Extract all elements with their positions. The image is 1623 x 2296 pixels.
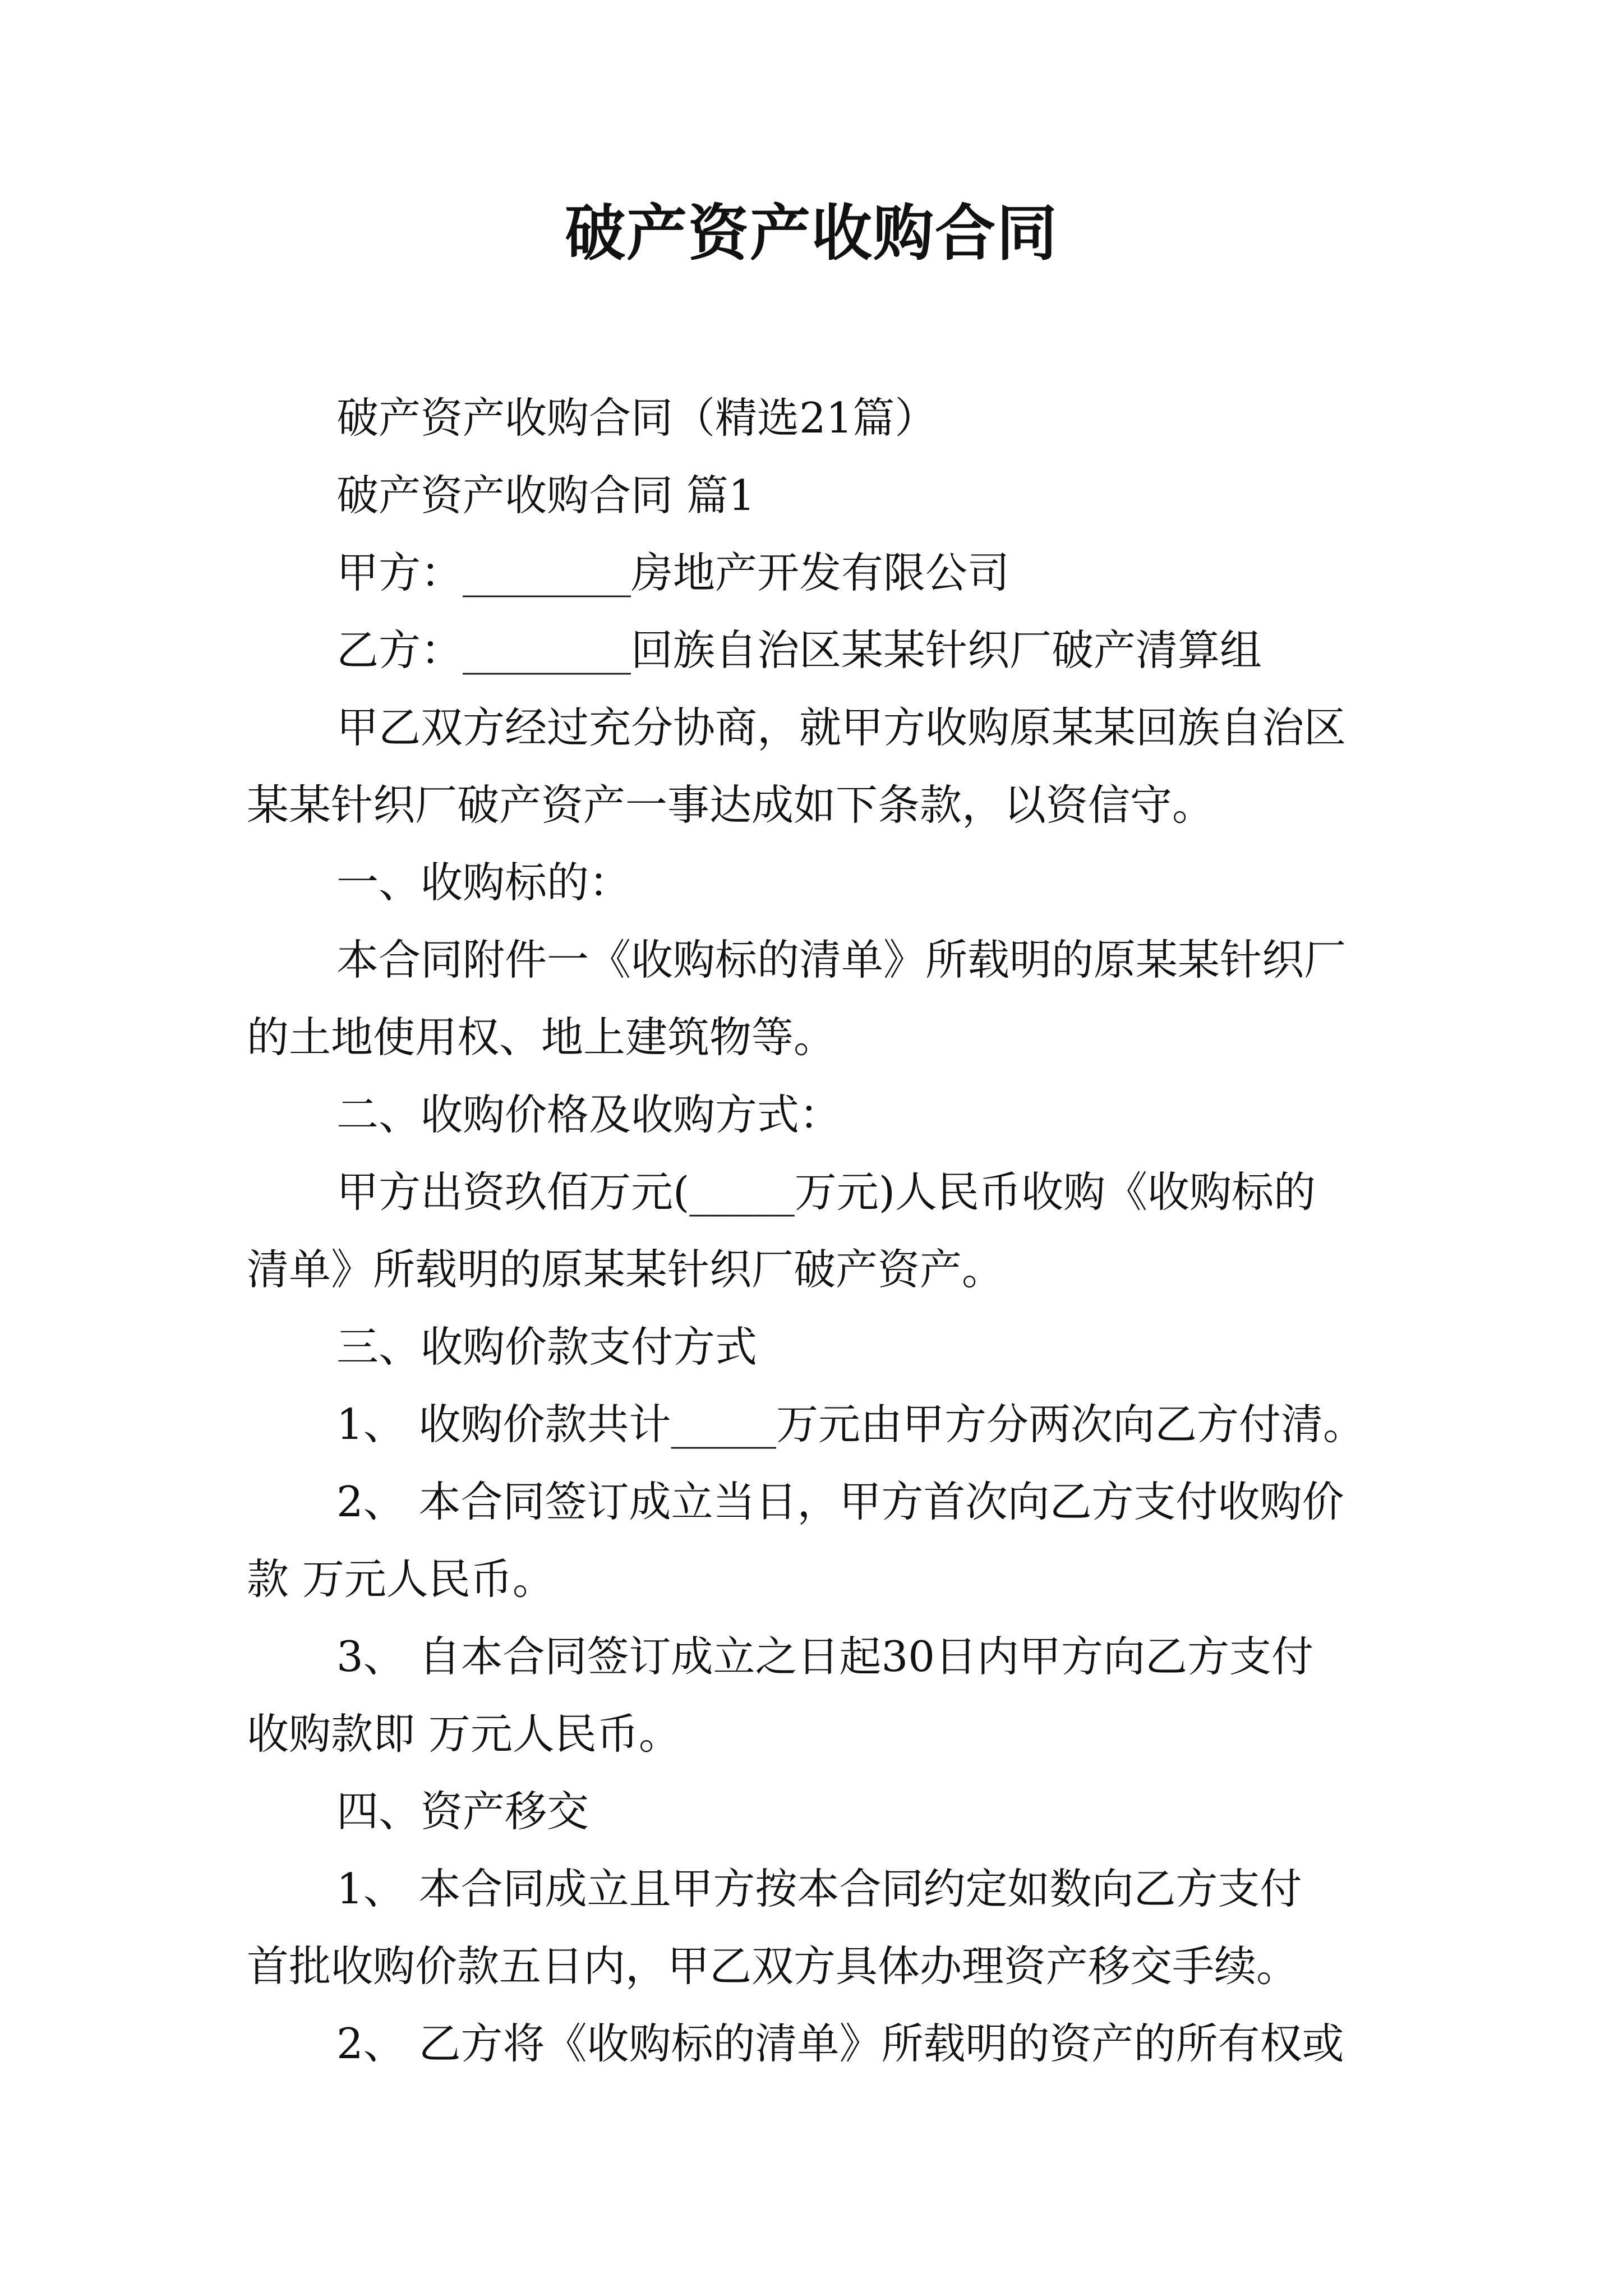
paragraph-line: 破产资产收购合同 篇1: [336, 471, 755, 520]
paragraph-line: 2、 本合同签订成立当日，甲方首次向乙方支付收购价: [336, 1477, 1344, 1526]
document-title: 破产资产收购合同: [564, 199, 1058, 269]
paragraph-line: 四、资产移交: [336, 1787, 589, 1836]
paragraph-line: 甲方：________房地产开发有限公司: [336, 548, 1010, 597]
paragraph-line: 乙方：________回族自治区某某针织厂破产清算组: [336, 625, 1262, 675]
paragraph-line: 清单》所载明的原某某针织厂破产资产。: [247, 1245, 1004, 1294]
paragraph-line: 甲方出资玖佰万元(_____万元)人民币收购《收购标的: [336, 1167, 1316, 1217]
paragraph-line: 2、 乙方将《收购标的清单》所载明的资产的所有权或: [336, 2019, 1344, 2068]
paragraph-line: 首批收购价款五日内，甲乙双方具体办理资产移交手续。: [247, 1941, 1299, 1991]
paragraph-line: 一、收购标的：: [336, 858, 631, 907]
paragraph-line: 收购款即 万元人民币。: [247, 1709, 681, 1759]
paragraph-line: 1、 收购价款共计_____万元由甲方分两次向乙方付清。: [336, 1400, 1366, 1449]
paragraph-line: 的土地使用权、地上建筑物等。: [247, 1013, 836, 1062]
paragraph-line: 三、收购价款支付方式: [336, 1322, 758, 1372]
paragraph-line: 甲乙双方经过充分协商，就甲方收购原某某回族自治区: [336, 703, 1347, 752]
document-body: [247, 379, 1380, 2082]
paragraph-line: 3、 自本合同签订成立之日起30日内甲方向乙方支付: [336, 1632, 1313, 1681]
paragraph-line: 本合同附件一《收购标的清单》所载明的原某某针织厂: [336, 935, 1347, 984]
paragraph-line: 二、收购价格及收购方式：: [336, 1090, 842, 1139]
paragraph-line: 破产资产收购合同（精选21篇）: [336, 393, 937, 443]
paragraph-line: 1、 本合同成立且甲方按本合同约定如数向乙方支付: [336, 1864, 1302, 1913]
paragraph-line: 款 万元人民币。: [247, 1554, 555, 1604]
paragraph-line: 某某针织厂破产资产一事达成如下条款，以资信守。: [247, 780, 1215, 830]
